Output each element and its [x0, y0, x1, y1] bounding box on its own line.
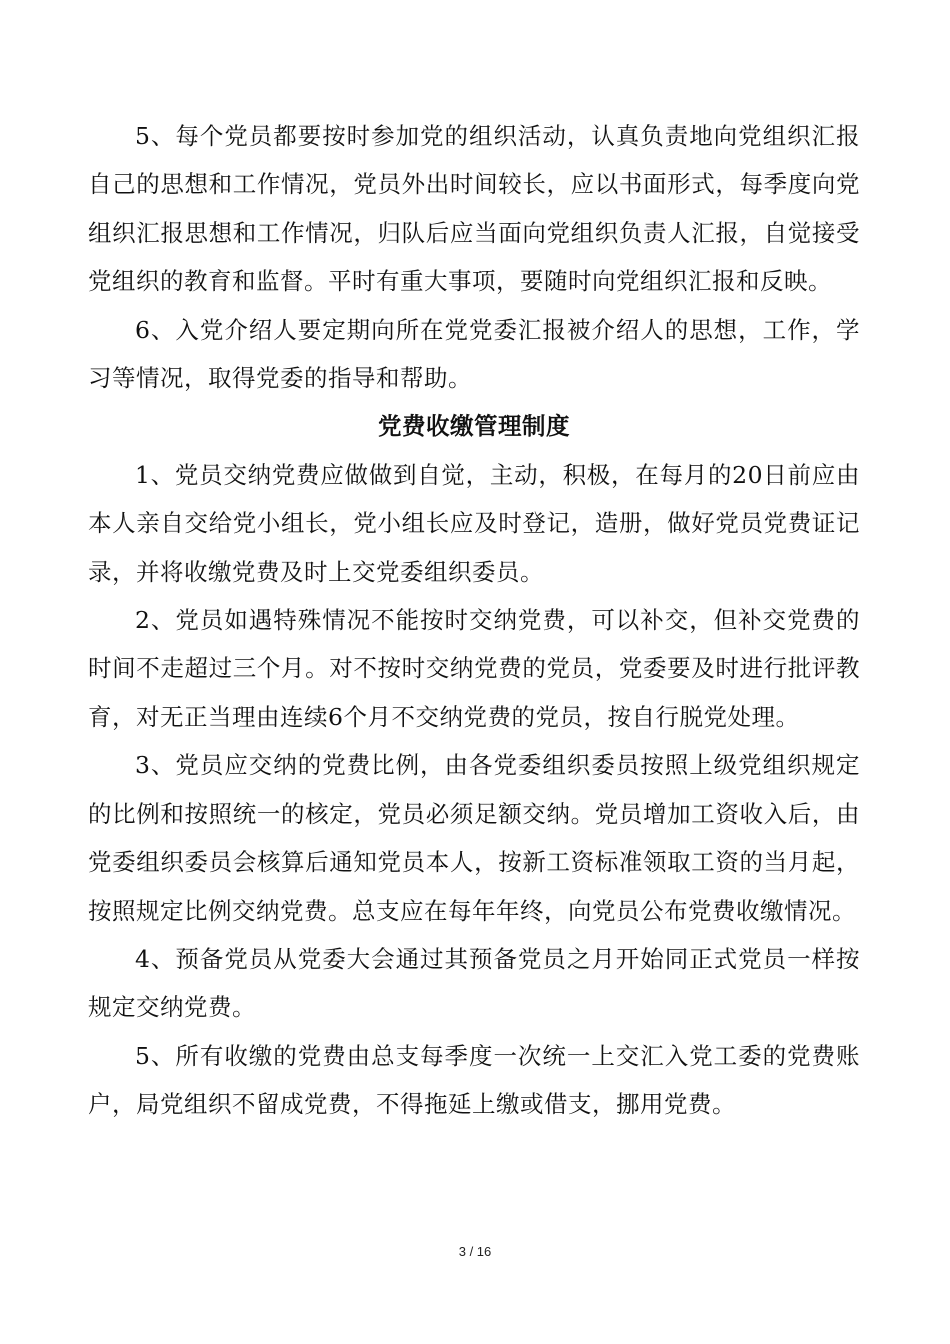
- paragraph-introducer-reporting: 6、入党介绍人要定期向所在党党委汇报被介绍人的思想，工作，学习等情况，取得党委的指导和帮助。: [88, 315, 860, 393]
- paragraph-party-reporting: 5、每个党员都要按时参加党的组织活动，认真负责地向党组织汇报自己的思想和工作情况，党员外出时间较长，应以书面形式，每季度向党组织汇报思想和工作情况，归队后应当面向党组织负责人汇报，自觉接受党组织的教育和监督。平时有重大事项，要随时向党组织汇报和反映。: [88, 122, 860, 296]
- paragraph-fee-rule-3: 3、党员应交纳的党费比例，由各党委组织委员按照上级党组织规定的比例和按照统一的核定，党员必须足额交纳。党员增加工资收入后，由党委组织委员会核算后通知党员本人，按新工资标准领取工资的当月起，按照规定比例交纳党费。总支应在每年年终，向党员公布党费收缴情况。: [88, 751, 860, 925]
- paragraph-fee-rule-5: 5、所有收缴的党费由总支每季度一次统一上交汇入党工委的党费账户，局党组织不留成党费，不得拖延上缴或借支，挪用党费。: [88, 1041, 860, 1119]
- page-number: 3 / 16: [458, 1244, 492, 1259]
- section-title: 党费收缴管理制度: [378, 412, 570, 441]
- paragraph-fee-rule-2: 2、党员如遇特殊情况不能按时交纳党费，可以补交，但补交党费的时间不走超过三个月。对不按时交纳党费的党员，党委要及时进行批评教育，对无正当理由连续6个月不交纳党费的党员，按自行脱党处理。: [88, 606, 860, 731]
- document-body: [88, 112, 860, 1129]
- paragraph-fee-rule-1: 1、党员交纳党费应做做到自觉，主动，积极，在每月的20日前应由本人亲自交给党小组长，党小组长应及时登记，造册，做好党员党费证记录，并将收缴党费及时上交党委组织委员。: [88, 460, 860, 586]
- paragraph-fee-rule-4: 4、预备党员从党委大会通过其预备党员之月开始同正式党员一样按规定交纳党费。: [88, 944, 860, 1022]
